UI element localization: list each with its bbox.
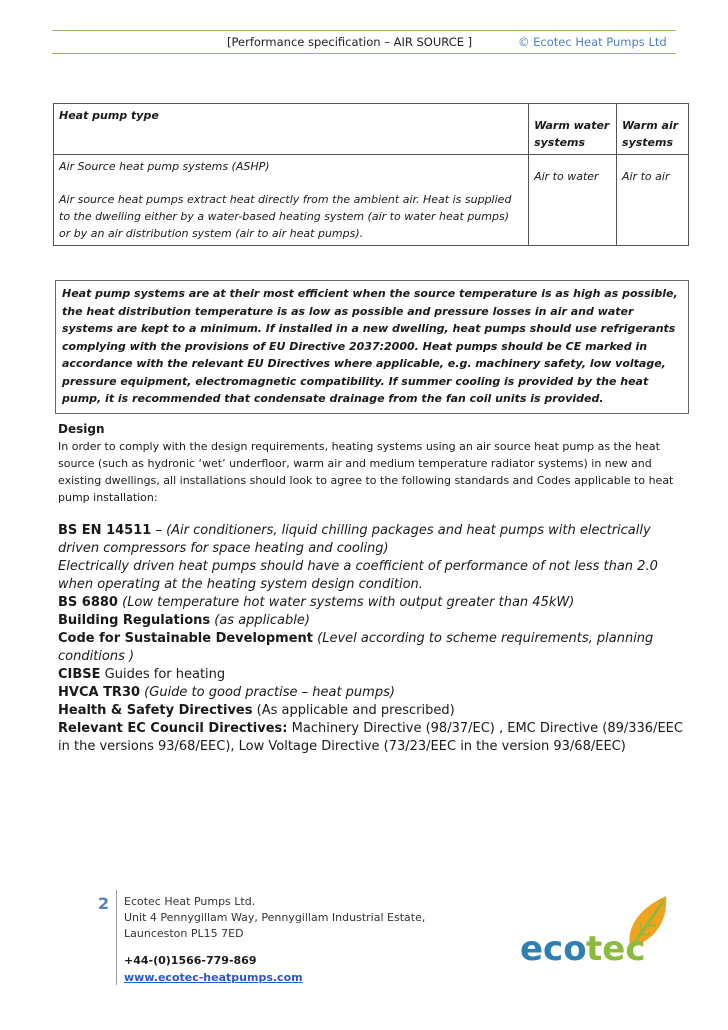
std-bs-en-14511: BS EN 14511 – (Air conditioners, liquid chilling packages and heat pumps with electrically driven compressors for space heating and cooling) bbox=[58, 523, 651, 556]
page-number: 2 bbox=[98, 894, 110, 913]
logo-tec: tec bbox=[586, 929, 646, 969]
header-copyright: © Ecotec Heat Pumps Ltd bbox=[518, 35, 667, 49]
ashp-warm-water: Air to water bbox=[529, 155, 617, 246]
page-header bbox=[52, 30, 676, 54]
ashp-title: Air Source heat pump systems (ASHP) bbox=[59, 160, 270, 173]
std-hvca: HVCA TR30 (Guide to good practise – heat pumps) bbox=[58, 685, 395, 700]
address-line-1: Unit 4 Pennygillam Way, Pennygillam Industrial Estate, bbox=[124, 911, 426, 924]
std-cibse: CIBSE Guides for heating bbox=[58, 667, 226, 682]
col-warm-air: Warm air systems bbox=[617, 104, 689, 155]
standards-list bbox=[58, 522, 688, 756]
ashp-cell bbox=[54, 155, 529, 246]
ecotec-logo bbox=[518, 890, 678, 970]
table-header-row bbox=[54, 104, 689, 155]
col-heat-pump-type: Heat pump type bbox=[54, 104, 529, 155]
std-bs-6880: BS 6880 (Low temperature hot water systems with output greater than 45kW) bbox=[58, 595, 575, 610]
heat-pump-type-table bbox=[53, 103, 689, 246]
design-body: In order to comply with the design requirements, heating systems using an air source heat pump as the heat source (such as hydronic ‘wet’ underfloor, warm air and medium temperature radiator systems) in new and existing dwellings, all installations should look to agree to the following standards and Codes applicable to heat pump installation: bbox=[58, 440, 674, 504]
ashp-warm-air: Air to air bbox=[617, 155, 689, 246]
col-warm-water: Warm water systems bbox=[529, 104, 617, 155]
header-title: [Performance specification – AIR SOURCE ] bbox=[227, 35, 473, 49]
std-health-safety: Health & Safety Directives (As applicable and prescribed) bbox=[58, 703, 455, 718]
std-code-sustainable: Code for Sustainable Development (Level according to scheme requirements, planning conditions ) bbox=[58, 631, 654, 664]
std-ec-directives: Relevant EC Council Directives: Machinery Directive (98/37/EC) , EMC Directive (89/336/EEC in the versions 93/68/EEC), Low Voltage Directive (73/23/EEC in the version 93/68/EEC) bbox=[58, 721, 683, 754]
table-row-ashp bbox=[54, 155, 689, 246]
leaf-rib-2 bbox=[646, 925, 656, 926]
footer-divider bbox=[116, 890, 117, 985]
address-line-2: Launceston PL15 7ED bbox=[124, 927, 244, 940]
std-building-regs: Building Regulations (as applicable) bbox=[58, 613, 310, 628]
company-name: Ecotec Heat Pumps Ltd. bbox=[124, 895, 256, 908]
design-heading: Design bbox=[58, 422, 105, 436]
std-bs-en-14511-note: Electrically driven heat pumps should have a coefficient of performance of not less than 2.0 when operating at the heating system design condition. bbox=[58, 559, 658, 592]
logo-eco: eco bbox=[520, 929, 587, 969]
footer-phone: +44-(0)1566-779-869 bbox=[124, 954, 257, 967]
footer-website-link[interactable]: www.ecotec-heatpumps.com bbox=[124, 971, 303, 984]
design-section bbox=[58, 421, 688, 506]
page-footer bbox=[0, 890, 728, 990]
efficiency-notice: Heat pump systems are at their most efficient when the source temperature is as high as possible, the heat distribution temperature is as low as possible and pressure losses in air and water systems are kept to a minimum. If installed in a new dwelling, heat pumps should use refrigerants complying with the provisions of EU Directive 2037:2000. Heat pumps should be CE marked in accordance with the relevant EU Directives where applicable, e.g. machinery safety, low voltage, pressure equipment, electromagnetic compatibility. If summer cooling is provided by the heat pump, it is recommended that condensate drainage from the fan coil units is provided. bbox=[55, 280, 689, 414]
footer-address bbox=[124, 894, 425, 942]
ashp-description: Air source heat pumps extract heat directly from the ambient air. Heat is supplied to the dwelling either by a water-based heating system (air to water heat pumps) or by an air distribution system (air to air heat pumps). bbox=[59, 193, 512, 240]
